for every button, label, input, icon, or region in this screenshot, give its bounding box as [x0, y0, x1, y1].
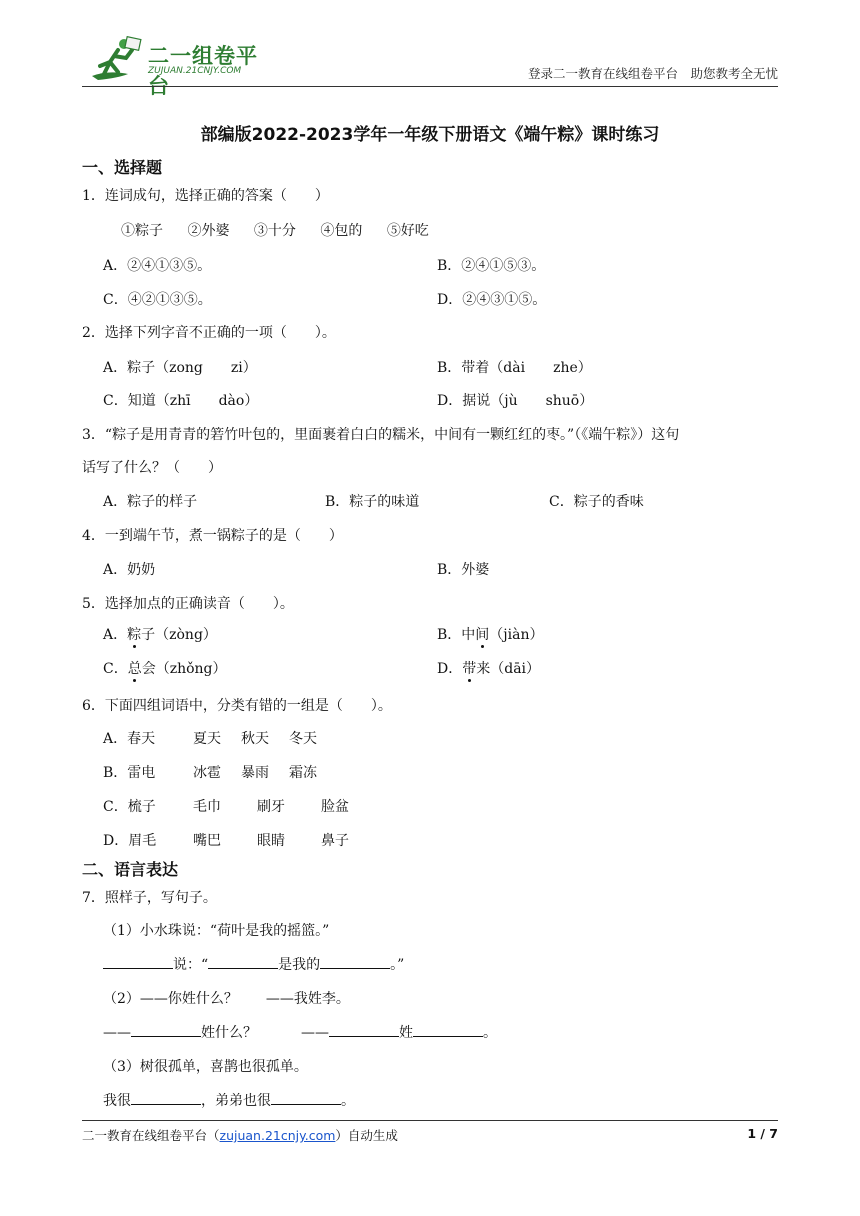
option-prefix: A． [103, 627, 128, 643]
question-3-stem-line-1: 3．“粽子是用青青的箬竹叶包的，里面裹着白白的糯米，中间有一颗红红的枣。”（《端午粽》）这句 [82, 427, 680, 443]
question-2-option-a[interactable]: A．粽子（zong zi） [103, 360, 257, 376]
fill-text: ，弟弟也很 [201, 1093, 271, 1109]
question-6-stem: 6．下面四组词语中，分类有错的一组是（ ）。 [82, 698, 392, 714]
word-4: ④包的 [320, 223, 363, 239]
question-3-option-b[interactable]: B．粽子的味道 [325, 494, 420, 510]
question-1-word-list [121, 220, 429, 240]
answer-blank[interactable] [320, 954, 390, 969]
word-1: ①粽子 [121, 223, 163, 239]
fill-text: 。 [483, 1025, 497, 1041]
option-rest: （jiàn） [489, 627, 544, 643]
answer-blank[interactable] [131, 1022, 201, 1037]
option-rest: 子（zòng） [141, 627, 217, 643]
footer-source [82, 1126, 398, 1144]
answer-blank[interactable] [208, 954, 278, 969]
question-7-example-2: （2）——你姓什么？ ——我姓李。 [103, 991, 350, 1007]
question-5-option-b[interactable] [437, 624, 543, 644]
answer-blank[interactable] [413, 1022, 483, 1037]
question-3-stem-line-2: 话写了什么？（ ） [82, 460, 222, 476]
page-number: 1 / 7 [747, 1126, 778, 1141]
fill-text: 说：“ [173, 957, 209, 973]
question-2-option-c[interactable]: C．知道（zhī dào） [103, 393, 259, 409]
fill-text: 我很 [103, 1093, 131, 1109]
answer-blank[interactable] [131, 1090, 201, 1105]
question-3-option-a[interactable]: A．粽子的样子 [103, 494, 198, 510]
option-word: 暴雨 [241, 765, 269, 781]
fill-text: 姓 [399, 1025, 413, 1041]
footer-suffix: ）自动生成 [335, 1128, 398, 1143]
fill-text: 姓什么？ [201, 1025, 257, 1041]
fill-text: 是我的 [278, 957, 321, 973]
option-prefix: B．中 [437, 627, 476, 643]
word-2: ②外婆 [187, 223, 230, 239]
question-6-option-c[interactable] [103, 796, 349, 816]
question-5-option-d[interactable] [437, 658, 540, 678]
question-2-option-d[interactable]: D．据说（jù shuō） [437, 393, 594, 409]
question-5-stem: 5．选择加点的正确读音（ ）。 [82, 596, 294, 612]
option-prefix: C． [103, 661, 128, 677]
option-word: 秋天 [241, 731, 269, 747]
question-7-example-3: （3）树很孤单，喜鹊也很孤单。 [103, 1059, 308, 1075]
option-word: 冰雹 [193, 765, 221, 781]
option-word: 霜冻 [289, 765, 317, 781]
option-rest: 来（dāi） [476, 661, 541, 677]
question-6-option-a[interactable] [103, 728, 317, 748]
footer-prefix: 二一教育在线组卷平台（ [82, 1128, 220, 1143]
question-5-option-a[interactable] [103, 624, 217, 644]
question-7-fill-3 [103, 1090, 355, 1110]
option-word: D．眉毛 [103, 833, 157, 849]
fill-text: —— [103, 1025, 131, 1041]
section-heading-expression: 二、语言表达 [82, 860, 179, 879]
option-word: B．雷电 [103, 765, 156, 781]
runner-logo-icon [88, 36, 144, 82]
option-word: 刷牙 [257, 799, 285, 815]
question-6-option-b[interactable] [103, 762, 317, 782]
emphasized-char: 带 [462, 661, 477, 677]
option-word: A．春天 [103, 731, 156, 747]
question-6-option-d[interactable] [103, 830, 349, 850]
question-7-fill-2 [103, 1022, 497, 1042]
question-3-option-c[interactable]: C．粽子的香味 [549, 494, 644, 510]
emphasized-char: 间 [475, 627, 490, 643]
question-7-stem: 7．照样子，写句子。 [82, 890, 217, 906]
question-7-example-1: （1）小水珠说：“荷叶是我的摇篮。” [103, 923, 330, 939]
option-word: 嘴巴 [193, 833, 221, 849]
question-1-option-b[interactable]: B．②④①⑤③。 [437, 258, 546, 274]
option-rest: 会（zhǒng） [141, 661, 227, 677]
header-slogan: 登录二一教育在线组卷平台 助您教考全无忧 [527, 66, 778, 81]
fill-text: 。 [341, 1093, 355, 1109]
emphasized-char: 总 [127, 661, 142, 677]
option-word: 夏天 [193, 731, 221, 747]
answer-blank[interactable] [329, 1022, 399, 1037]
option-word: 毛巾 [193, 799, 221, 815]
logo-subtitle: ZUJUAN.21CNJY.COM [148, 66, 242, 76]
question-1-option-a[interactable]: A．②④①③⑤。 [103, 258, 212, 274]
option-word: 冬天 [289, 731, 317, 747]
option-word: 脸盆 [321, 799, 349, 815]
question-5-option-c[interactable] [103, 658, 227, 678]
word-3: ③十分 [253, 223, 296, 239]
fill-text: —— [301, 1025, 329, 1041]
question-2-option-b[interactable]: B．带着（dài zhe） [437, 360, 592, 376]
section-heading-choice: 一、选择题 [82, 158, 163, 177]
option-prefix: D． [437, 661, 463, 677]
option-word: 鼻子 [321, 833, 349, 849]
question-4-option-b[interactable]: B．外婆 [437, 562, 490, 578]
footer-link[interactable]: zujuan.21cnjy.com [219, 1128, 336, 1143]
logo-title: 二一组卷平台 [148, 44, 258, 98]
word-5: ⑤好吃 [386, 223, 429, 239]
question-1-option-c[interactable]: C．④②①③⑤。 [103, 292, 212, 308]
logo [88, 36, 278, 98]
footer-divider [82, 1120, 778, 1121]
question-1-stem: 1．连词成句，选择正确的答案（ ） [82, 188, 329, 204]
question-2-stem: 2．选择下列字音不正确的一项（ ）。 [82, 325, 336, 341]
question-4-stem: 4．一到端午节，煮一锅粽子的是（ ） [82, 528, 343, 544]
answer-blank[interactable] [103, 954, 173, 969]
option-word: 眼睛 [257, 833, 285, 849]
page-title: 部编版2022-2023学年一年级下册语文《端午粽》课时练习 [200, 125, 660, 145]
option-word: C．梳子 [103, 799, 156, 815]
header-divider [82, 86, 778, 87]
fill-text: 。” [390, 957, 405, 973]
question-1-option-d[interactable]: D．②④③①⑤。 [437, 292, 547, 308]
emphasized-char: 粽 [127, 627, 142, 643]
answer-blank[interactable] [271, 1090, 341, 1105]
question-7-fill-1 [103, 954, 404, 974]
question-4-option-a[interactable]: A．奶奶 [103, 562, 156, 578]
